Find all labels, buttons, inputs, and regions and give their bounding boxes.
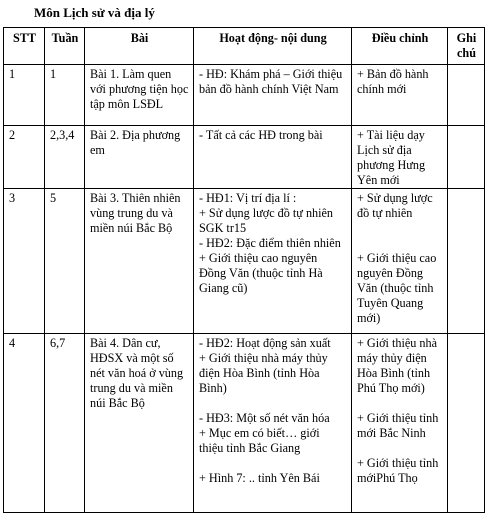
cell-line: - HĐ2: Đặc điểm thiên nhiên [199,236,341,250]
cell-line: + Sử dụng lược đồ tự nhiên [357,191,433,220]
header-stt: STT [4,28,45,65]
cell-ghi-chu [448,189,485,334]
cell-bai: Bài 4. Dân cư, HĐSX và một số nét văn hoá ở vùng trung du và miền núi Bắc Bộ [85,334,194,513]
table-row [4,189,485,334]
cell-line: - Tất cả các HĐ trong bài [199,128,323,142]
cell-line: - HĐ2: Hoạt động sản xuất [199,336,331,350]
table-body [4,65,485,513]
cell-hoat-dong [194,126,352,189]
cell-hoat-dong [194,189,352,334]
cell-gap [357,441,443,456]
cell-line: + Hình 7: .. tỉnh Yên Bái [199,471,320,485]
cell-hoat-dong [194,334,352,513]
cell-line: + Giới thiệu tỉnh mới Bắc Ninh [357,411,439,440]
header-tuan: Tuần [45,28,85,65]
cell-line: + Mục em có biết… giới thiệu tỉnh Bắc Giang [199,426,320,455]
cell-dieu-chinh [352,334,448,513]
cell-line: + Bản đồ hành chính mới [357,67,429,96]
cell-line: + Giới thiệu cao nguyên Đồng Văn (thuộc tỉnh Tuyên Quang mới) [357,251,437,325]
cell-dieu-chinh [352,126,448,189]
cell-line: - HĐ: Khám phá – Giới thiệu bản đồ hành chính Việt Nam [199,67,343,96]
cell-gap [357,396,443,411]
cell-bai: Bài 3. Thiên nhiên vùng trung du và miền núi Bắc Bộ [85,189,194,334]
page-title: Môn Lịch sử và địa lý [34,5,155,20]
table-row [4,126,485,189]
cell-line: + Giới thiệu tỉnh mớiPhú Thọ [357,456,439,485]
cell-tuan: 6,7 [45,334,85,513]
cell-line: + Sử dụng lược đồ tự nhiên SGK tr15 [199,206,334,235]
cell-line: + Giới thiệu nhà máy thủy điện Hòa Bình (tỉnh Phú Thọ mới) [357,336,437,395]
table-header-row [4,28,485,65]
cell-line: + Giới thiệu nhà máy thủy điện Hòa Bình (tỉnh Hòa Bình) [199,351,328,395]
cell-gap [199,396,347,411]
cell-line: - HĐ3: Một số nét văn hóa [199,411,330,425]
cell-ghi-chu [448,126,485,189]
cell-stt: 1 [4,65,45,126]
cell-dieu-chinh [352,65,448,126]
cell-tuan: 1 [45,65,85,126]
table-row [4,334,485,513]
header-ghi-chu: Ghi chú [448,28,485,65]
header-dieu-chinh: Điều chỉnh [352,28,448,65]
cell-tuan: 2,3,4 [45,126,85,189]
header-hoat-dong: Hoạt động- nội dung [194,28,352,65]
cell-bai: Bài 1. Làm quen với phương tiện học tập môn LSĐL [85,65,194,126]
cell-ghi-chu [448,65,485,126]
cell-tuan: 5 [45,189,85,334]
cell-stt: 2 [4,126,45,189]
cell-gap [357,221,443,236]
cell-stt: 4 [4,334,45,513]
cell-line: - HĐ1: Vị trí địa lí : [199,191,297,205]
cell-bai: Bài 2. Địa phương em [85,126,194,189]
cell-ghi-chu [448,334,485,513]
cell-stt: 3 [4,189,45,334]
table-row [4,65,485,126]
cell-gap [199,456,347,471]
cell-gap [357,236,443,251]
header-bai: Bài [85,28,194,65]
cell-line: + Giới thiệu cao nguyên Đồng Văn (thuộc tỉnh Hà Giang cũ) [199,251,323,295]
cell-line: + Tài liệu dạy Lịch sử địa phương Hưng Yên mới [357,128,426,187]
cell-hoat-dong [194,65,352,126]
lesson-plan-table [3,27,485,513]
cell-dieu-chinh [352,189,448,334]
